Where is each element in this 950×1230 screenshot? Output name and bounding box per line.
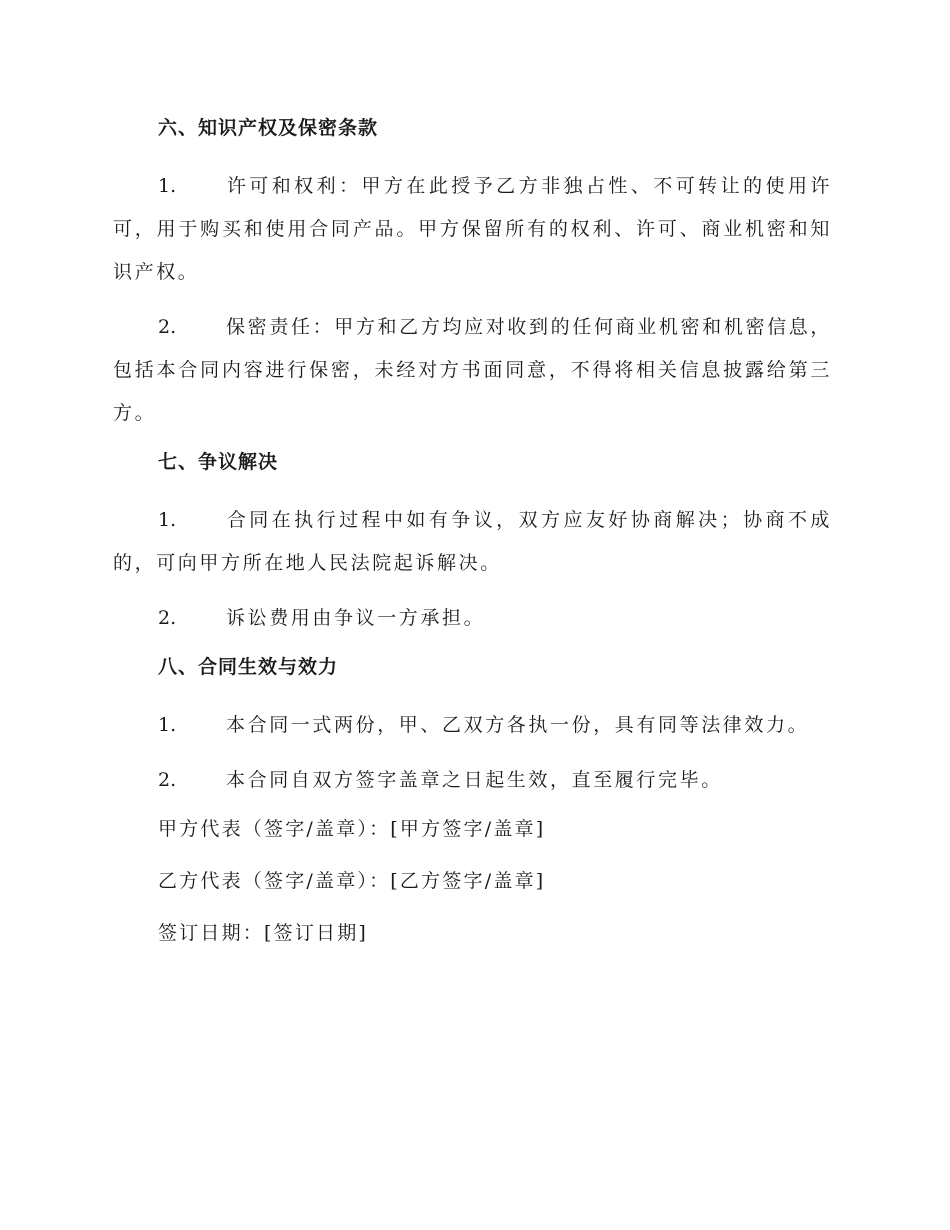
section-ip-confidentiality [113,113,832,435]
clause-text: 许可和权利：甲方在此授予乙方非独占性、不可转让的使用许可，用于购买和使用合同产品。甲方保留所有的权利、许可、商业机密和知识产权。 [113,175,832,283]
clause-text: 合同在执行过程中如有争议，双方应友好协商解决；协商不成的，可向甲方所在地人民法院起诉解决。 [113,509,832,574]
section-heading: 六、知识产权及保密条款 [158,117,379,139]
section-heading: 七、争议解决 [158,451,279,473]
clause-number: 1. [158,175,177,197]
section-heading: 八、合同生效与效力 [158,656,339,678]
signing-date: 签订日期：[签订日期] [158,922,369,944]
clause-confidentiality [113,306,832,435]
clause-number: 2. [158,607,177,629]
clause-effective-date [113,759,832,802]
clause-license-rights [113,165,832,294]
clause-number: 2. [158,316,177,338]
clause-number: 2. [158,769,177,791]
signature-block [113,814,832,948]
section-dispute-resolution [113,447,832,640]
clause-negotiation [113,499,832,585]
section-effectiveness [113,652,832,802]
clause-litigation-costs [113,597,832,640]
clause-text: 诉讼费用由争议一方承担。 [226,607,486,629]
party-b-signature: 乙方代表（签字/盖章）：[乙方签字/盖章] [158,870,546,892]
clause-number: 1. [158,714,177,736]
party-a-signature: 甲方代表（签字/盖章）：[甲方签字/盖章] [158,818,546,840]
clause-copies [113,704,832,747]
clause-text: 保密责任：甲方和乙方均应对收到的任何商业机密和机密信息，包括本合同内容进行保密，未经对方书面同意，不得将相关信息披露给第三方。 [113,316,832,424]
clause-text: 本合同自双方签字盖章之日起生效，直至履行完毕。 [226,769,723,791]
clause-text: 本合同一式两份，甲、乙双方各执一份，具有同等法律效力。 [226,714,810,736]
clause-number: 1. [158,509,177,531]
